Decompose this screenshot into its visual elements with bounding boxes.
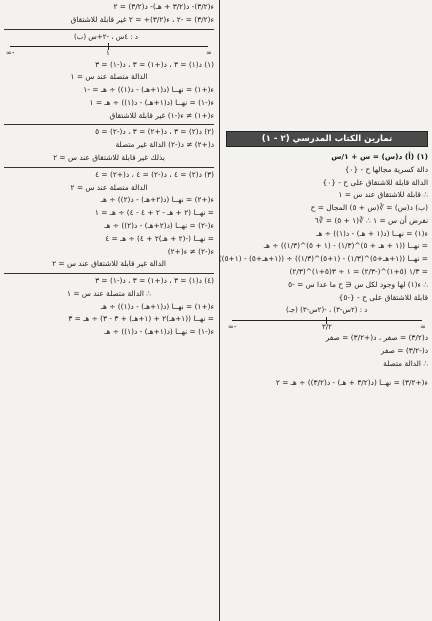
problem-line: د(-٣/٢) = صفر: [380, 346, 428, 356]
divider: [4, 273, 214, 274]
problem-line: = ١/٣ (٥+١)^(-٢/٣) = ١ ÷ ٣(٥+١)^(٢/٣): [289, 267, 428, 277]
column-divider: [219, 0, 220, 621]
problem-line: = نهــا ((١+هـ+٥)^(١/٣) - (١+٥)^(١/٣)) ÷ ((١+هـ+٥) - (١+٥)): [218, 254, 428, 264]
problem-line: ء(-٢) = نهــا (د(٢+هـ) - د(٢)) ÷ هـ: [104, 220, 214, 230]
number-line-right-inf: ∞: [206, 48, 212, 57]
problem-line: (٤) د(١) = ٣ ، د(+١) = ٣ ، د(-١) = ٣: [95, 276, 214, 286]
problem-line: ء(+٣/٢) = نهــا (د(٣/٢ + هـ) - د(٣/٢)) ÷ هـ = ٢: [275, 377, 428, 387]
problem-line: ∴ الدالة متصلة عند س = ١: [67, 288, 151, 298]
problem-line: (١) (أ) د(س) = س + ١/س: [331, 152, 428, 161]
problem-line: = نهــا (-(٢ + هـ)٢ + ٤) ÷ هـ = ٤: [105, 233, 214, 243]
problem-line: د(+٢) ≠ د(-٢) الدالة غير متصلة: [115, 140, 214, 150]
right-column: [218, 0, 432, 621]
problem-line: ء(-١) = نهــا (د(١+هـ) - د(١)) ÷ هـ = ١: [89, 97, 214, 107]
problem-line: = نهــا ((١ + هـ + ٥)^(١/٣) - (١ + ٥)^(١/٣)) ÷ هـ: [263, 241, 428, 251]
problem-line: ء(+٢) = نهــا (د(٢+هـ) - د(٢)) ÷ هـ: [100, 195, 214, 205]
number-line-point: ٣/٢: [322, 323, 332, 332]
section-header: تمارين الكتاب المدرسي (٢ - ١): [226, 131, 428, 147]
number-line: [4, 33, 214, 57]
problem-line: ء(٣/٢) = -٢ ، ء(٣/٢)+ = ٢ غير قابلة للاشتقاق: [70, 14, 214, 24]
problem-line: الدالة غير قابلة للاشتقاق عند س = ٢: [52, 259, 166, 269]
problem-line: الدالة قابلة للاشتقاق على ح - {٠}: [322, 177, 428, 187]
problem-line: ∴ قابلة للاشتقاق عند س = ١: [338, 190, 428, 200]
problem-line: (١) د(١) = ٣ ، د(+١) = ٣ ، د(-١) = ٣: [95, 59, 214, 69]
divider: [4, 29, 214, 30]
number-line-left-inf: ∞-: [228, 323, 237, 332]
problem-line: ء(+١) = نهــا (د(١+هـ) - د(١)) ÷ هـ: [100, 301, 214, 311]
number-line-label: (جـ) د : (٢س-٣) ، -(٢س-٣): [286, 306, 368, 315]
problem-line: الدالة متصلة عند س = ١: [70, 72, 148, 82]
problem-line: ء(-٢) ≠ ء(+٢): [167, 246, 214, 256]
problem-line: (٢) د(٢) = ٣ ، د(+٢) = ٣ ، د(-٢) = ٥: [95, 127, 214, 137]
problem-line: ء(+١) ≠ ء(-١) غير قابلة للاشتقاق: [109, 110, 214, 120]
problem-line: (ب) د(س) = ∛(س + ٥) المجال = ح: [310, 203, 428, 213]
number-line-left-inf: ∞-: [6, 48, 15, 57]
divider: [4, 124, 214, 125]
problem-line: ء(١) = نهــا (د(١ + هـ) - د(١)) ÷ هـ: [316, 228, 428, 238]
number-line-axis: [10, 46, 208, 47]
number-line-right-inf: ∞: [420, 323, 426, 332]
problem-line: ∴ الدالة متصلة: [383, 358, 428, 368]
problem-line: = نهــا (٢ + هـ - ٢ + ٤ - ٤) ÷ هـ = ١: [94, 208, 214, 218]
problem-line: ء(-١) = نهــا (د(١+هـ) - د(١)) ÷ هـ: [104, 327, 214, 337]
problem-line: ∴ ء(١) لها وجود لكل س ∈ ح ما عدا س = -٥: [288, 279, 428, 289]
problem-line: بذلك غير قابلة للاشتقاق عند س = ٢: [53, 153, 165, 163]
number-line-point: ١: [106, 48, 110, 57]
problem-line: = نهــا ((١+هـ)٢ + (١+هـ) + ٣ - ٣) ÷ هـ = ٣: [68, 314, 214, 324]
problem-line: الدالة متصلة عند س = ٢: [70, 182, 148, 192]
problem-line: (٣) د(٢) = ٤ ، د(-٢) = ٤ ، د(+٢) = ٤: [95, 169, 214, 179]
number-line: [226, 306, 428, 330]
problem-line: قابلة للاشتقاق على ح - {-٥}: [338, 292, 428, 302]
problem-line: ء(+١) = نهــا (د(١+هـ) - د(١)) ÷ هـ = -١: [83, 85, 214, 95]
divider: [4, 167, 214, 168]
problem-line: دالة كسرية مجالها ح - {٠}: [344, 164, 428, 174]
problem-line: ء(٣/٢)- د(٣/٢ + هـ)- د(٣/٢) = ٢: [113, 2, 214, 11]
number-line-label: (ب) د : ٤س ، -٢+س: [74, 32, 138, 41]
number-line-axis: [232, 320, 422, 321]
problem-line: نفرض أن س = ١ ∴ ∛(١ + ٥) = ∛٦: [314, 215, 428, 225]
problem-line: د(٣/٢) = صفر ، د(+٣/٢) = صفر: [325, 333, 428, 343]
